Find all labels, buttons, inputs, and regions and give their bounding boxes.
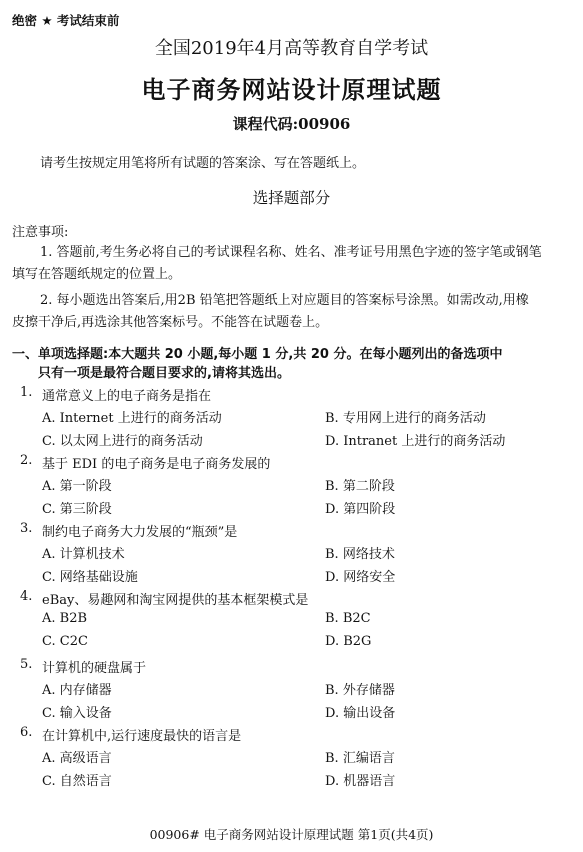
section-title: 选择题部分 (252, 189, 331, 207)
question-text: eBay、易趣网和淘宝网提供的基本框架模式是 (42, 593, 309, 608)
notes-heading: 注意事项: (12, 225, 69, 240)
note-1-line-1: 1. 答题前,考生务必将自己的考试课程名称、姓名、准考证号用黑色字迹的签字笔或钢笔 (40, 245, 542, 260)
question-number: 3. (20, 521, 33, 536)
note-2-line-2: 皮擦干净后,再选涂其他答案标号。不能答在试题卷上。 (12, 315, 329, 330)
question-text: 计算机的硬盘属于 (42, 661, 147, 676)
option-b: B. B2C (325, 611, 371, 626)
option-a: A. 计算机技术 (42, 547, 125, 562)
option-d: D. 机器语言 (325, 774, 396, 789)
option-b: B. 第二阶段 (325, 479, 395, 494)
part-one-heading-line-1: 一、单项选择题:本大题共 20 小题,每小题 1 分,共 20 分。在每小题列出的备选项中 (12, 347, 503, 362)
option-d: D. 第四阶段 (325, 502, 396, 517)
page-footer: 00906# 电子商务网站设计原理试题 第1页(共4页) (149, 827, 434, 842)
option-b: B. 专用网上进行的商务活动 (325, 411, 486, 426)
question-number: 1. (20, 385, 33, 400)
option-c: C. 网络基础设施 (42, 570, 138, 585)
question-number: 2. (20, 453, 33, 468)
option-d: D. B2G (325, 634, 372, 649)
option-c: C. 输入设备 (42, 706, 112, 721)
option-d: D. Intranet 上进行的商务活动 (325, 434, 506, 449)
answer-instruction: 请考生按规定用笔将所有试题的答案涂、写在答题纸上。 (40, 156, 366, 171)
question-text: 通常意义上的电子商务是指在 (42, 389, 212, 404)
part-one-heading-line-2: 只有一项是最符合题目要求的,请将其选出。 (38, 366, 290, 381)
question-number: 6. (20, 725, 33, 740)
option-c: C. 以太网上进行的商务活动 (42, 434, 203, 449)
option-b: B. 外存储器 (325, 683, 395, 698)
option-b: B. 汇编语言 (325, 751, 395, 766)
exam-title: 全国2019年4月高等教育自学考试 (154, 38, 429, 59)
question-text: 制约电子商务大力发展的“瓶颈”是 (42, 525, 238, 540)
question-text: 在计算机中,运行速度最快的语言是 (42, 729, 242, 744)
note-1-line-2: 填写在答题纸规定的位置上。 (12, 267, 182, 282)
note-2-line-1: 2. 每小题选出答案后,用2B 铅笔把答题纸上对应题目的答案标号涂黑。如需改动,用橡 (40, 293, 529, 308)
option-a: A. 高级语言 (42, 751, 112, 766)
paper-title: 电子商务网站设计原理试题 (141, 76, 442, 104)
option-c: C. 自然语言 (42, 774, 112, 789)
question-number: 5. (20, 657, 33, 672)
option-d: D. 输出设备 (325, 706, 396, 721)
question-number: 4. (20, 589, 33, 604)
question-text: 基于 EDI 的电子商务是电子商务发展的 (42, 457, 271, 472)
course-code: 课程代码:00906 (232, 115, 351, 133)
confidential-label: 绝密 ★ 考试结束前 (12, 13, 120, 28)
option-c: C. C2C (42, 634, 88, 649)
option-a: A. Internet 上进行的商务活动 (42, 411, 222, 426)
option-a: A. 内存储器 (42, 683, 112, 698)
option-a: A. B2B (42, 611, 88, 626)
option-d: D. 网络安全 (325, 570, 396, 585)
option-b: B. 网络技术 (325, 547, 395, 562)
option-a: A. 第一阶段 (42, 479, 112, 494)
option-c: C. 第三阶段 (42, 502, 112, 517)
